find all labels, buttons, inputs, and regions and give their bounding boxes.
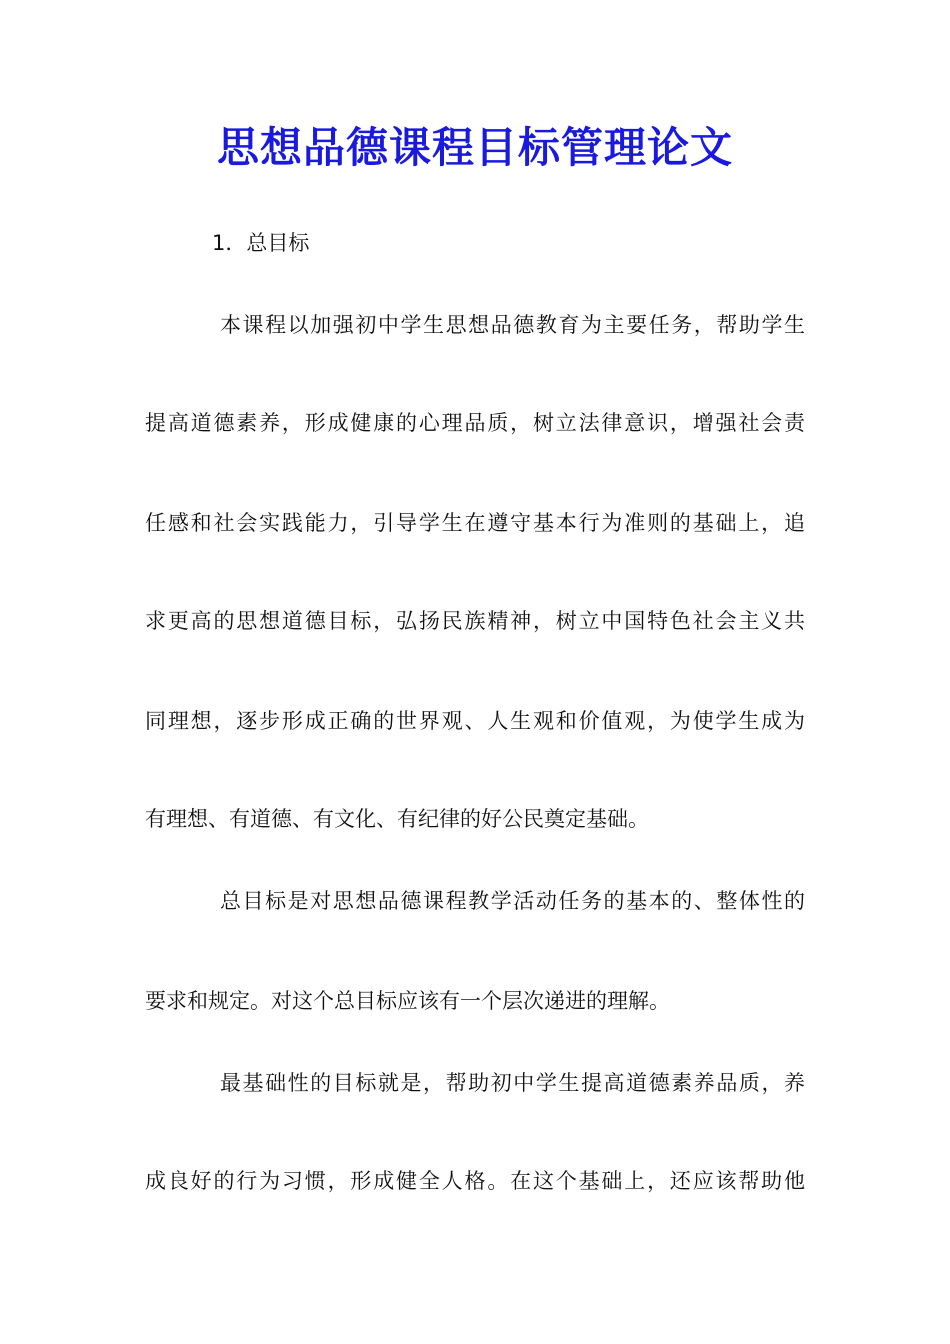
paragraph-2-line-2: 要求和规定。对这个总目标应该有一个层次递进的理解。 <box>145 989 670 1013</box>
paragraph-3-line-1: 最基础性的目标就是，帮助初中学生提高道德素养品质，养 <box>220 1071 805 1095</box>
paragraph-1-line-2: 提高道德素养，形成健康的心理品质，树立法律意识，增强社会责 <box>145 411 805 435</box>
paragraph-3-line-2: 成良好的行为习惯，形成健全人格。在这个基础上，还应该帮助他 <box>145 1169 805 1193</box>
paragraph-1-line-4: 求更高的思想道德目标，弘扬民族精神，树立中国特色社会主义共 <box>145 609 805 633</box>
paragraph-1-line-1: 本课程以加强初中学生思想品德教育为主要任务，帮助学生 <box>220 313 805 337</box>
section-heading: 1．总目标 <box>212 231 310 255</box>
document-title: 思想品德课程目标管理论文 <box>216 123 733 172</box>
paragraph-1-line-3: 任感和社会实践能力，引导学生在遵守基本行为准则的基础上，追 <box>145 511 805 535</box>
paragraph-2-line-1: 总目标是对思想品德课程教学活动任务的基本的、整体性的 <box>220 889 805 913</box>
paragraph-1-line-6: 有理想、有道德、有文化、有纪律的好公民奠定基础。 <box>145 807 649 831</box>
paragraph-1-line-5: 同理想，逐步形成正确的世界观、人生观和价值观，为使学生成为 <box>145 709 805 733</box>
